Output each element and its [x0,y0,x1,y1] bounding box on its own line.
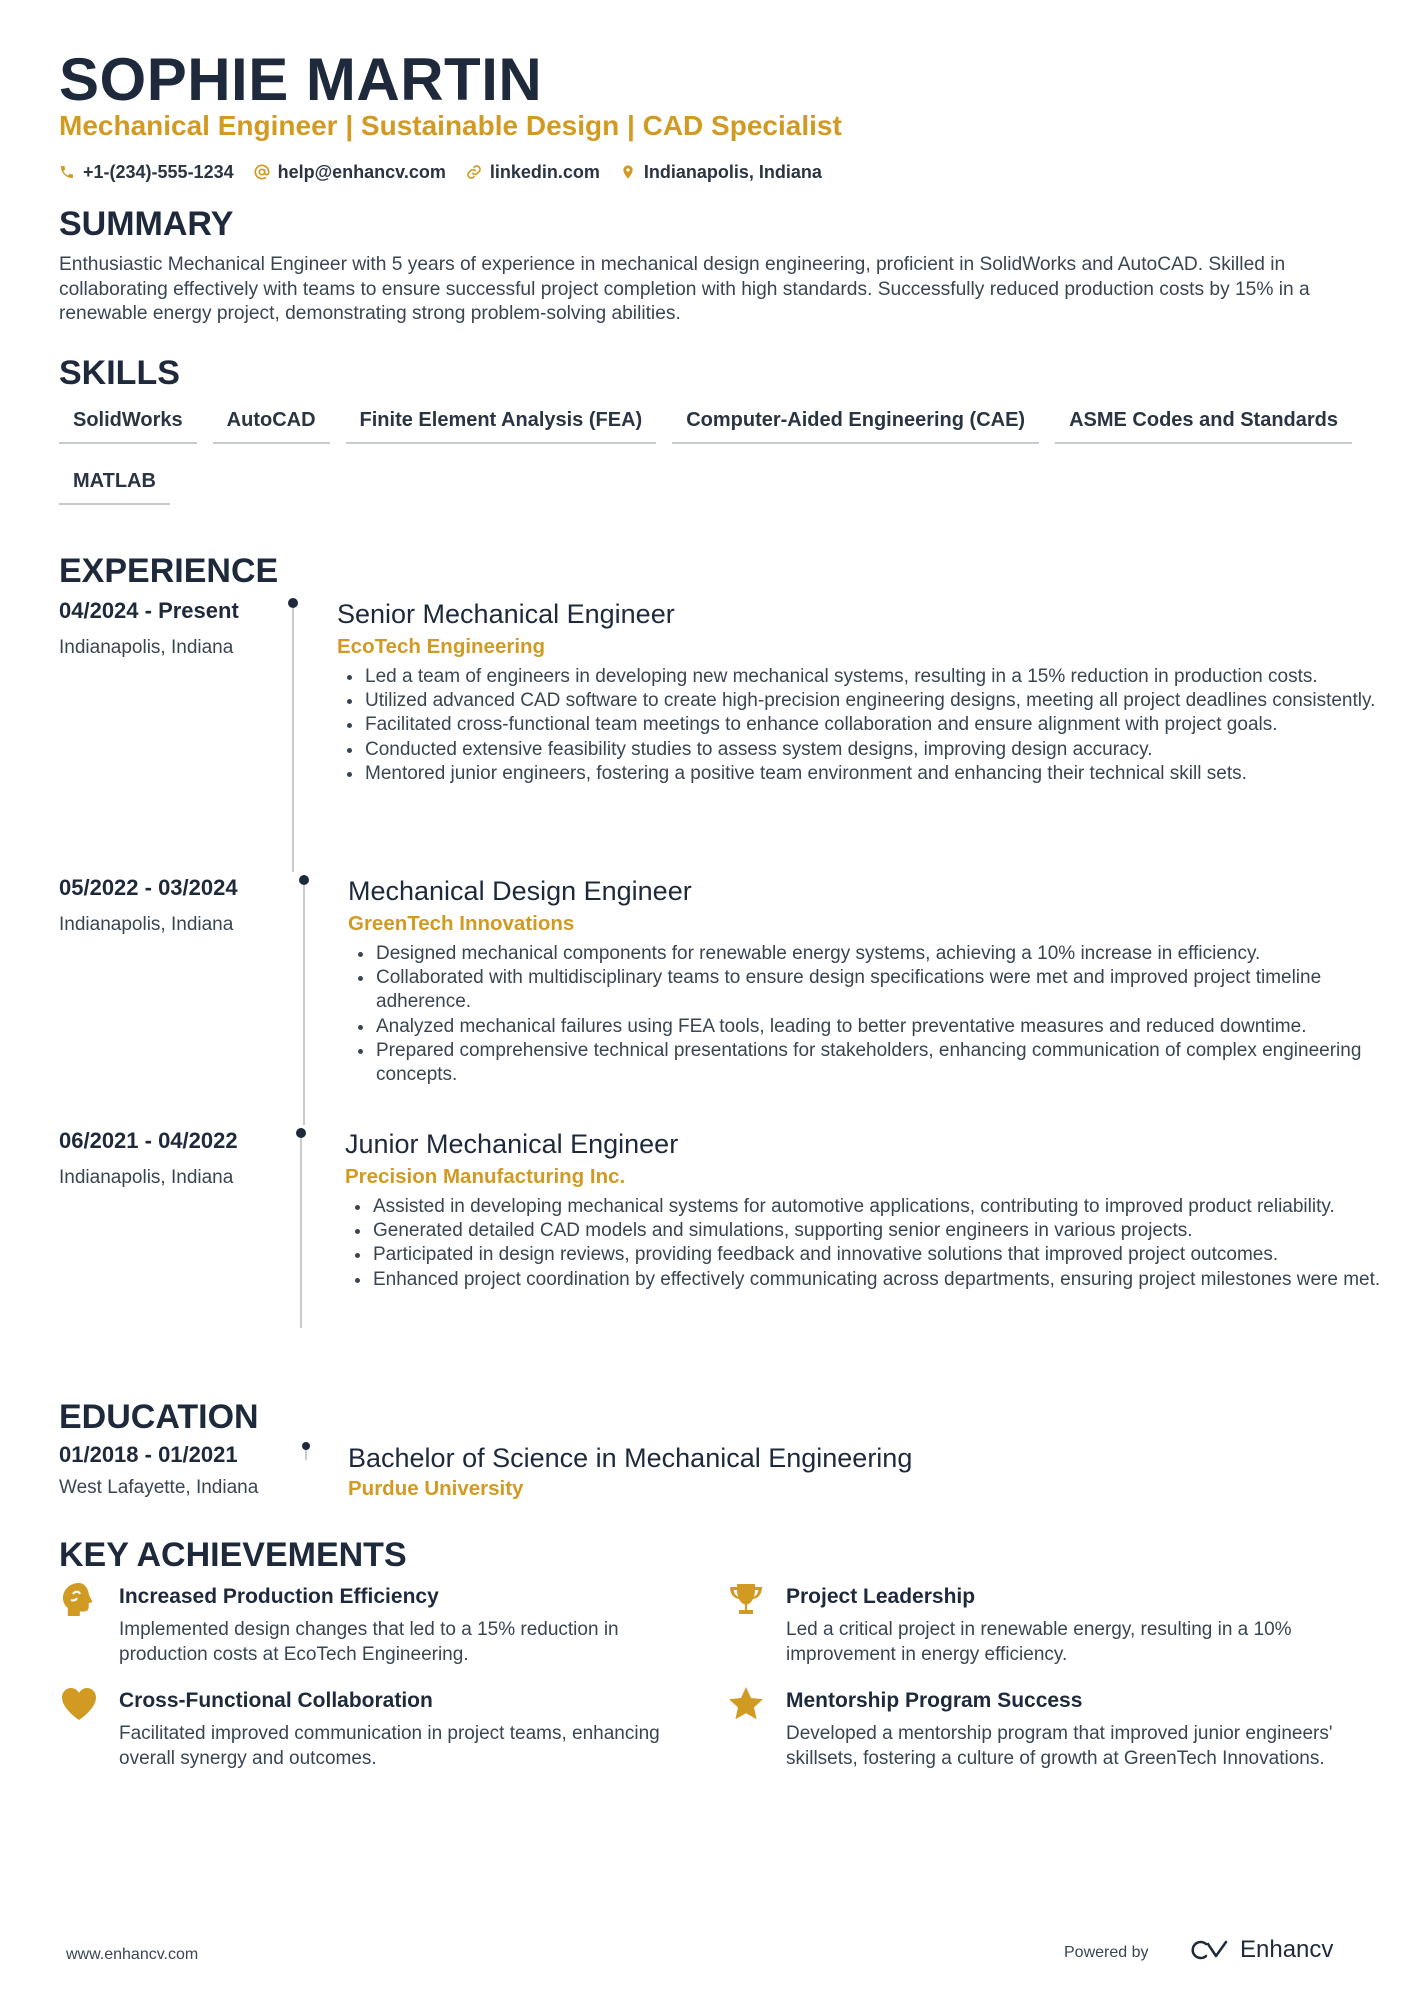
list-item: Facilitated cross-functional team meetings to enhance collaboration and ensure alignment with project goals. [365,713,1387,737]
contact-email[interactable] [254,159,446,185]
contact-bar [59,159,822,185]
list-item: Collaborated with multidisciplinary teams to ensure design specifications were met and improved project timeline adherence. [376,966,1387,1014]
job-location: Indianapolis, Indiana [59,914,234,935]
powered-by-label: Powered by [1064,1944,1149,1961]
timeline-dot [288,598,298,608]
list-item: Assisted in developing mechanical systems for automotive applications, contributing to improved product reliability. [373,1195,1387,1219]
job-date: 05/2022 - 03/2024 [59,875,238,900]
location-text: Indianapolis, Indiana [643,162,822,182]
at-icon [254,164,270,180]
enhancv-logo-icon [1186,1938,1232,1962]
job-company: Precision Manufacturing Inc. [345,1165,626,1188]
summary-text: Enthusiastic Mechanical Engineer with 5 years of experience in mechanical design engineering, proficient in SolidWorks and AutoCAD. Skilled in collaborating effectively with teams to ensure successful project completion with high standards. Successfully reduced production costs by 15% in a renewable energy project, demonstrating strong problem-solving abilities. [59,254,1310,324]
experience-title: EXPERIENCE [59,552,279,590]
skills-title: SKILLS [59,354,180,392]
achievement-desc: Led a critical project in renewable energy, resulting in a 10% improvement in energy efficiency. [786,1619,1292,1665]
headline: Mechanical Engineer | Sustainable Design | CAD Specialist [59,110,842,141]
list-item: Analyzed mechanical failures using FEA tools, leading to better preventative measures and reduced downtime. [376,1015,1387,1039]
list-item: Utilized advanced CAD software to create high-precision engineering designs, meeting all project deadlines consistently. [365,689,1387,713]
list-item: Enhanced project coordination by effectively communicating across departments, ensuring project milestones were met. [373,1268,1387,1292]
job-company: EcoTech Engineering [337,635,546,658]
achievement-desc: Implemented design changes that led to a 15% reduction in production costs at EcoTech Engineering. [119,1619,619,1665]
list-item: Conducted extensive feasibility studies to assess system designs, improving design accuracy. [365,738,1387,762]
list-item: Designed mechanical components for renewable energy systems, achieving a 10% increase in efficiency. [376,942,1387,966]
list-item: Prepared comprehensive technical presentations for stakeholders, enhancing communication of complex engineering concepts. [376,1039,1387,1087]
timeline-dot [302,1442,310,1450]
job-role: Junior Mechanical Engineer [345,1129,679,1159]
list-item: Led a team of engineers in developing new mechanical systems, resulting in a 15% reduction in production costs. [365,665,1387,689]
achievement-title: Mentorship Program Success [786,1689,1083,1712]
skills-list [59,400,1359,505]
job-bullets [348,942,1387,1087]
education-title: EDUCATION [59,1398,259,1436]
timeline-line [292,608,294,872]
achievement-title: Increased Production Efficiency [119,1585,439,1608]
achievement-desc: Facilitated improved communication in project teams, enhancing overall synergy and outcomes. [119,1723,660,1769]
job-date: 06/2021 - 04/2022 [59,1128,238,1153]
achievement-title: Cross-Functional Collaboration [119,1689,433,1712]
education-school: Purdue University [348,1477,524,1500]
heart-icon [59,1684,99,1724]
achievement-title: Project Leadership [786,1585,976,1608]
education-degree: Bachelor of Science in Mechanical Engineering [348,1443,913,1473]
job-location: Indianapolis, Indiana [59,1167,234,1188]
job-role: Mechanical Design Engineer [348,876,692,906]
timeline-line [305,1450,307,1460]
list-item: Mentored junior engineers, fostering a positive team environment and enhancing their technical skill sets. [365,762,1387,786]
education-date: 01/2018 - 01/2021 [59,1442,238,1467]
phone-text: +1-(234)-555-1234 [83,162,234,182]
job-bullets [345,1195,1387,1292]
brand-name: Enhancv [1240,1936,1334,1963]
contact-location [620,159,822,185]
candidate-name: SOPHIE MARTIN [59,46,543,113]
contact-phone[interactable] [59,159,234,185]
job-company: GreenTech Innovations [348,912,575,935]
skill-tag: Computer-Aided Engineering (CAE) [672,400,1039,444]
skill-tag: SolidWorks [59,400,197,444]
job-bullets [337,665,1387,786]
footer-url[interactable]: www.enhancv.com [66,1946,199,1963]
linkedin-text: linkedin.com [489,162,600,182]
skill-tag: ASME Codes and Standards [1055,400,1352,444]
star-icon [726,1684,766,1724]
trophy-icon [726,1580,766,1620]
achievement-desc: Developed a mentorship program that improved junior engineers' skillsets, fostering a culture of growth at GreenTech Innovations. [786,1723,1333,1769]
skill-tag: AutoCAD [213,400,330,444]
summary-title: SUMMARY [59,205,234,243]
timeline-line [300,1138,302,1328]
link-icon [466,164,482,180]
brand-logo[interactable] [1186,1936,1333,1964]
timeline-line [303,885,305,1125]
timeline-dot [299,875,309,885]
list-item: Generated detailed CAD models and simulations, supporting senior engineers in various projects. [373,1219,1387,1243]
education-location: West Lafayette, Indiana [59,1477,259,1498]
contact-linkedin[interactable] [466,159,600,185]
skill-tag: Finite Element Analysis (FEA) [346,400,657,444]
skill-tag: MATLAB [59,461,170,505]
achievements-title: KEY ACHIEVEMENTS [59,1536,407,1574]
job-role: Senior Mechanical Engineer [337,599,675,629]
job-date: 04/2024 - Present [59,598,239,623]
location-pin-icon [620,164,636,180]
email-text: help@enhancv.com [277,162,446,182]
timeline-dot [296,1128,306,1138]
job-location: Indianapolis, Indiana [59,637,234,658]
list-item: Participated in design reviews, providing feedback and innovative solutions that improved project outcomes. [373,1243,1387,1267]
brain-icon [59,1580,99,1620]
phone-icon [59,164,75,180]
